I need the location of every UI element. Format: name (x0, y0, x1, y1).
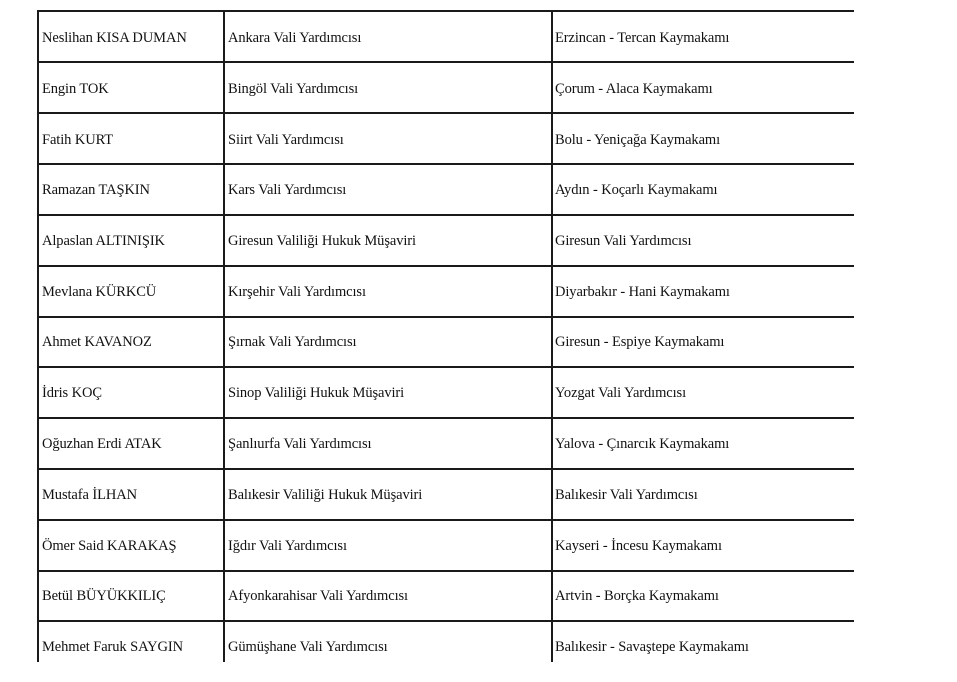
person-name: Neslihan KISA DUMAN (42, 30, 187, 46)
new-position: Artvin - Borçka Kaymakamı (555, 588, 719, 604)
current-position: Giresun Valiliği Hukuk Müşaviri (228, 233, 416, 249)
person-name: Mehmet Faruk SAYGIN (42, 639, 183, 655)
table-row (37, 115, 854, 166)
person-name: Betül BÜYÜKKILIÇ (42, 588, 166, 604)
new-position: Aydın - Koçarlı Kaymakamı (555, 182, 718, 198)
new-position: Yozgat Vali Yardımcısı (555, 385, 687, 401)
person-name: Ramazan TAŞKIN (42, 182, 150, 198)
current-position: Siirt Vali Yardımcısı (228, 132, 344, 148)
table-row (37, 13, 854, 64)
new-position: Yalova - Çınarcık Kaymakamı (555, 436, 730, 452)
table-row (37, 521, 854, 572)
table-row (37, 368, 854, 419)
table-row (37, 419, 854, 470)
current-position: Kırşehir Vali Yardımcısı (228, 284, 366, 300)
new-position: Balıkesir - Savaştepe Kaymakamı (555, 639, 749, 655)
person-name: Engin TOK (42, 81, 109, 97)
new-position: Bolu - Yeniçağa Kaymakamı (555, 132, 721, 148)
current-position: Ankara Vali Yardımcısı (228, 30, 362, 46)
table-row (37, 622, 854, 673)
person-name: Ahmet KAVANOZ (42, 334, 152, 350)
current-position: Kars Vali Yardımcısı (228, 182, 347, 198)
new-position: Giresun Vali Yardımcısı (555, 233, 692, 249)
new-position: Kayseri - İncesu Kaymakamı (555, 538, 722, 554)
table-row (37, 470, 854, 521)
current-position: Iğdır Vali Yardımcısı (228, 538, 347, 554)
person-name: Mustafa İLHAN (42, 487, 137, 503)
person-name: İdris KOÇ (42, 385, 102, 401)
table-row (37, 267, 854, 318)
table-row (37, 64, 854, 115)
table-row (37, 165, 854, 216)
person-name: Alpaslan ALTINIŞIK (42, 233, 165, 249)
current-position: Bingöl Vali Yardımcısı (228, 81, 359, 97)
table-row (37, 571, 854, 622)
current-position: Şanlıurfa Vali Yardımcısı (228, 436, 372, 452)
current-position: Afyonkarahisar Vali Yardımcısı (228, 588, 408, 604)
person-name: Oğuzhan Erdi ATAK (42, 436, 162, 452)
current-position: Şırnak Vali Yardımcısı (228, 334, 357, 350)
new-position: Çorum - Alaca Kaymakamı (555, 81, 713, 97)
current-position: Gümüşhane Vali Yardımcısı (228, 639, 388, 655)
current-position: Sinop Valiliği Hukuk Müşaviri (228, 385, 405, 401)
table-row (37, 216, 854, 267)
current-position: Balıkesir Valiliği Hukuk Müşaviri (228, 487, 423, 503)
person-name: Mevlana KÜRKCÜ (42, 284, 157, 300)
new-position: Balıkesir Vali Yardımcısı (555, 487, 698, 503)
table-row (37, 317, 854, 368)
person-name: Fatih KURT (42, 132, 114, 148)
person-name: Ömer Said KARAKAŞ (42, 538, 177, 554)
table-border-top (37, 10, 854, 12)
new-position: Diyarbakır - Hani Kaymakamı (555, 284, 730, 300)
new-position: Erzincan - Tercan Kaymakamı (555, 30, 730, 46)
new-position: Giresun - Espiye Kaymakamı (555, 334, 725, 350)
